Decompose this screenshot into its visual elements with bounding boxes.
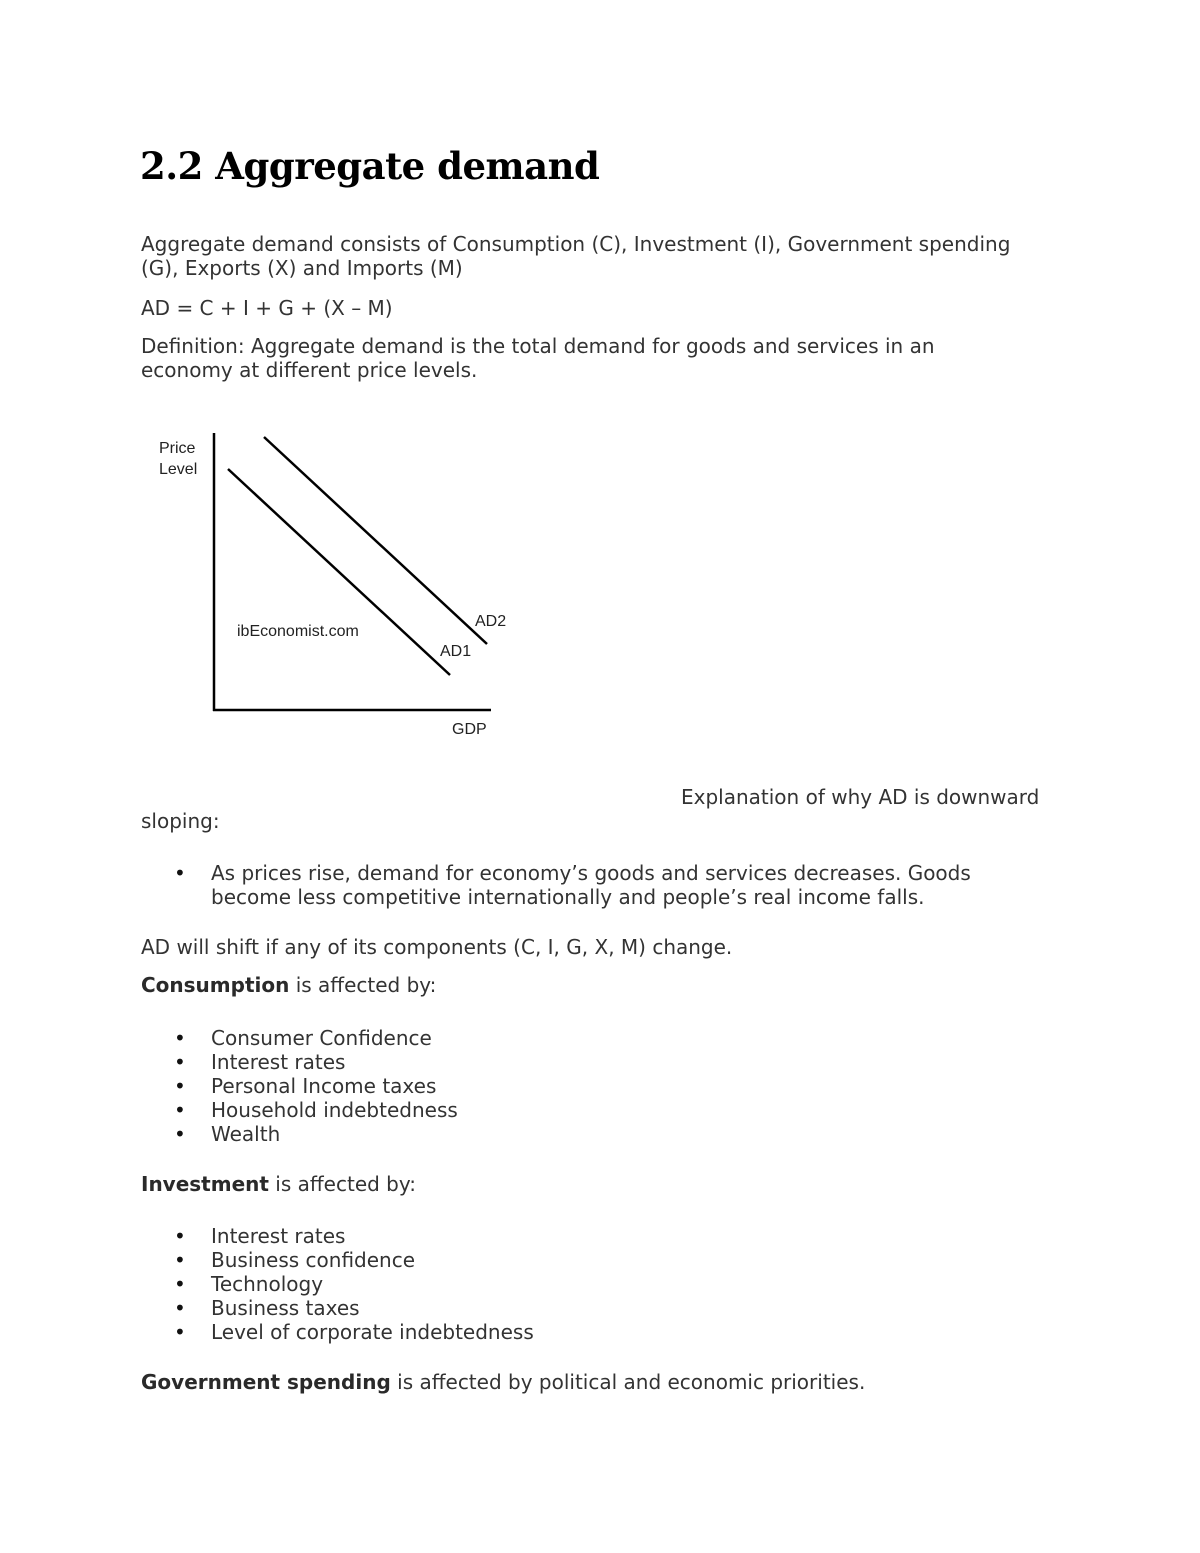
ad-diagram-svg (150, 425, 520, 745)
watermark: ibEconomist.com (237, 623, 359, 640)
list-item (141, 1272, 534, 1296)
bullet-icon: • (174, 1050, 186, 1074)
list-item-label: Consumer Confidence (211, 1026, 432, 1050)
intro-paragraph (141, 232, 1010, 280)
consumption-list (141, 1026, 458, 1146)
bullet-icon: • (174, 1074, 186, 1098)
definition-line-1: Definition: Aggregate demand is the total demand for goods and services in an (141, 334, 935, 358)
consumption-heading (141, 973, 436, 997)
ad2-label: AD2 (475, 613, 507, 630)
bullet-icon: • (174, 1320, 186, 1344)
explanation-bullet-list (141, 861, 971, 909)
intro-line-2: (G), Exports (X) and Imports (M) (141, 256, 463, 280)
ad-diagram (150, 425, 520, 745)
bullet-icon: • (174, 1098, 186, 1122)
list-item-label: Interest rates (211, 1050, 346, 1074)
government-paragraph (141, 1370, 865, 1394)
government-rest: is affected by political and economic priorities. (390, 1370, 866, 1394)
list-item-label: Household indebtedness (211, 1098, 458, 1122)
list-item (141, 1224, 534, 1248)
intro-line-1: Aggregate demand consists of Consumption (C), Investment (I), Government spending (141, 232, 1011, 256)
page-title: 2.2 Aggregate demand (140, 144, 600, 188)
shift-paragraph: AD will shift if any of its components (C, I, G, X, M) change. (141, 935, 733, 959)
list-item (141, 1296, 534, 1320)
list-item (141, 861, 971, 909)
ad-formula: AD = C + I + G + (X – M) (141, 296, 393, 320)
y-axis-label-price: Price (159, 440, 196, 457)
list-item-label: Level of corporate indebtedness (211, 1320, 534, 1344)
y-axis-label-level: Level (159, 461, 198, 478)
bullet-icon: • (174, 1026, 186, 1050)
list-item-label: Wealth (211, 1122, 281, 1146)
ad2-curve (264, 437, 487, 644)
list-item (141, 1122, 458, 1146)
investment-list (141, 1224, 534, 1344)
x-axis-label: GDP (452, 721, 487, 738)
bullet-icon: • (174, 1224, 186, 1248)
ad1-curve (228, 469, 450, 675)
list-item (141, 1074, 458, 1098)
bullet-icon: • (174, 1272, 186, 1296)
bullet-icon: • (174, 1296, 186, 1320)
bullet-icon: • (174, 1248, 186, 1272)
government-bold: Government spending (141, 1370, 391, 1394)
investment-rest: is affected by: (268, 1172, 416, 1196)
list-item (141, 1050, 458, 1074)
list-item (141, 1098, 458, 1122)
consumption-rest: is affected by: (289, 973, 437, 997)
list-item-label: Interest rates (211, 1224, 346, 1248)
list-item (141, 1320, 534, 1344)
bullet-icon: • (174, 1122, 186, 1146)
explanation-bullet-line-2: become less competitive internationally and people’s real income falls. (211, 885, 925, 909)
definition-paragraph (141, 334, 935, 382)
list-item-label: Technology (211, 1272, 324, 1296)
list-item-label: Business confidence (211, 1248, 416, 1272)
list-item (141, 1026, 458, 1050)
explanation-line-1: Explanation of why AD is downward (681, 785, 1040, 809)
consumption-bold: Consumption (141, 973, 290, 997)
bullet-icon: • (174, 861, 186, 885)
explanation-line-2: sloping: (141, 809, 220, 833)
investment-bold: Investment (141, 1172, 269, 1196)
list-item-label: Business taxes (211, 1296, 360, 1320)
ad1-label: AD1 (440, 643, 472, 660)
investment-heading (141, 1172, 416, 1196)
list-item-label: Personal Income taxes (211, 1074, 437, 1098)
explanation-bullet-line-1: As prices rise, demand for economy’s goods and services decreases. Goods (211, 861, 971, 885)
list-item (141, 1248, 534, 1272)
definition-line-2: economy at different price levels. (141, 358, 478, 382)
